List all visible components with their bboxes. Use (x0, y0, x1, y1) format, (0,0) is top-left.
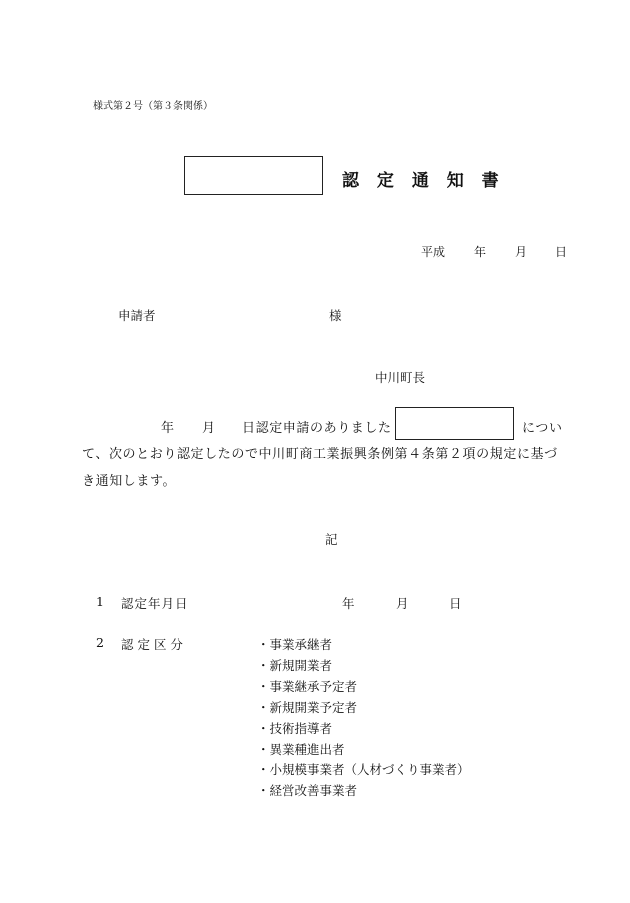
body-line1-end: につい (522, 421, 563, 436)
date-day: 日 (555, 245, 568, 259)
list-item: ・事業承継者 (257, 637, 333, 652)
list-item: ・小規模事業者（人材づくり事業者） (257, 762, 470, 777)
title-prefix-blank-box[interactable] (184, 156, 323, 195)
ki-marker: 記 (325, 532, 338, 547)
inline-blank-box[interactable] (395, 407, 514, 440)
document-title: 認 定 通 知 書 (342, 171, 505, 191)
section2-label: 認 定 区 分 (121, 637, 183, 652)
section1-number: 1 (96, 594, 104, 609)
date-month: 月 (515, 245, 528, 259)
body-line2: て、次のとおり認定したので中川町商工業振興条例第４条第２項の規定に基づ (82, 447, 558, 462)
section1-day: 日 (449, 596, 462, 611)
body-line3: き通知します。 (82, 474, 177, 489)
list-item: ・異業種進出者 (257, 742, 345, 757)
body-year: 年 (161, 421, 175, 436)
applicant-honorific: 様 (329, 308, 342, 323)
list-item: ・新規開業予定者 (257, 700, 358, 715)
list-item: ・新規開業者 (257, 658, 333, 673)
date-year: 年 (474, 245, 487, 259)
list-item: ・技術指導者 (257, 721, 333, 736)
list-item: ・経営改善事業者 (257, 783, 358, 798)
section1-year: 年 (342, 596, 355, 611)
date-era: 平成 (421, 245, 446, 259)
list-item: ・事業継承予定者 (257, 679, 358, 694)
section1-month: 月 (396, 596, 409, 611)
section1-label: 認定年月日 (121, 596, 189, 611)
section2-number: 2 (96, 635, 104, 650)
form-number: 様式第２号（第３条関係） (93, 101, 213, 112)
issuer: 中川町長 (375, 370, 426, 385)
body-line1: 日認定申請のありました (242, 421, 392, 436)
body-month: 月 (202, 421, 216, 436)
applicant-label: 申請者 (118, 308, 156, 323)
